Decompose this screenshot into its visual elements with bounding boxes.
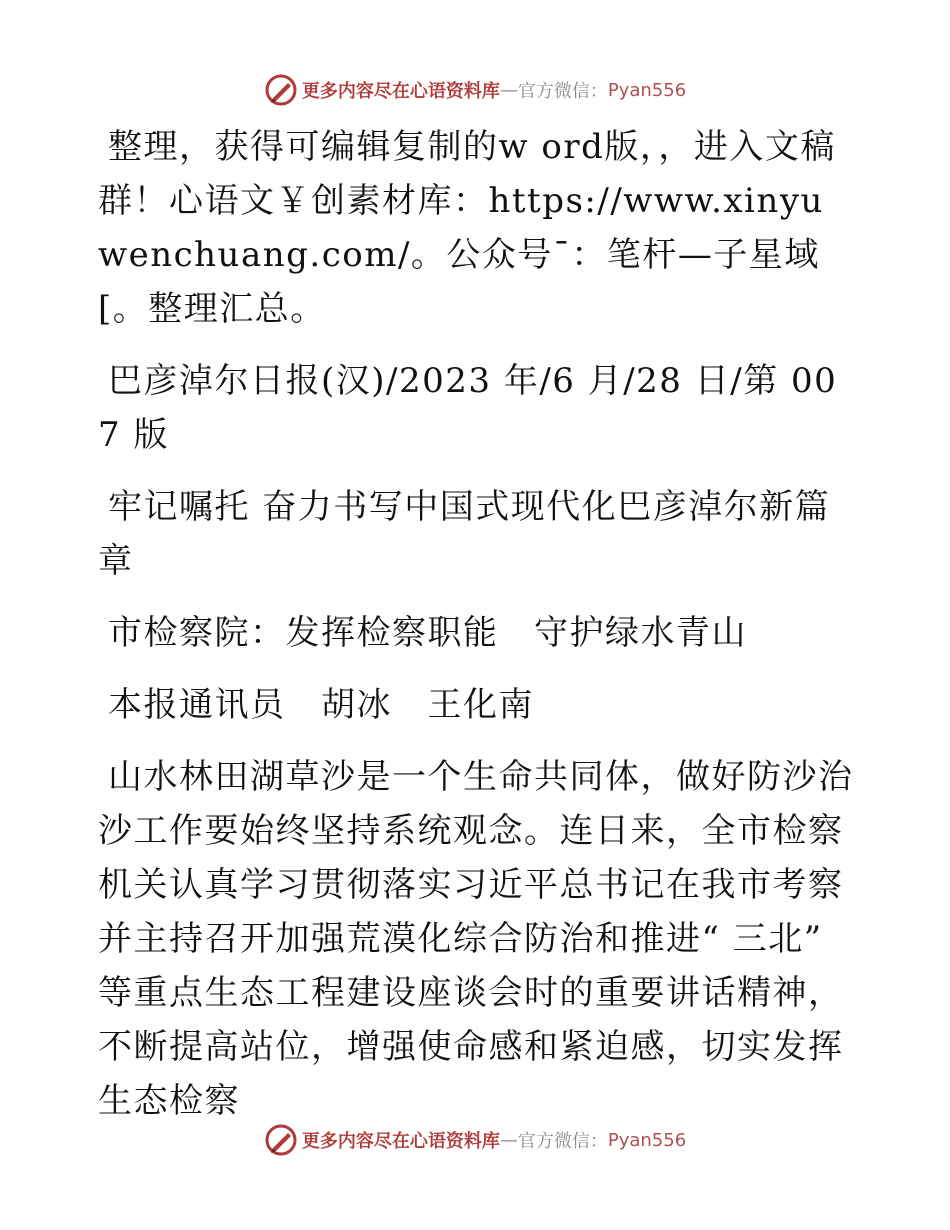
- pen-logo-icon: [264, 73, 298, 107]
- header-banner: [0, 72, 950, 108]
- pen-logo-icon: [264, 1123, 298, 1157]
- source-line: 巴彦淖尔日报(汉)/2023 年/6 月/28 日/第 007 版: [98, 361, 838, 455]
- banner-wechat-label: 官方微信：: [517, 1131, 608, 1152]
- banner-wechat-label: 官方微信：: [517, 81, 608, 102]
- banner-dash: —: [499, 1129, 518, 1151]
- banner-wechat-id: Pyan556: [607, 1129, 687, 1151]
- byline: 本报通讯员 胡冰 王化南: [108, 685, 534, 725]
- intro-paragraph: 整理，获得可编辑复制的w ord版，，进入文稿群！心语文￥创素材库：https://www.xinyuwenchuang.com/。公众号¯：笔杆—子星域[。整理汇总。: [98, 127, 836, 329]
- article-headline: 市检察院：发挥检察职能 守护绿水青山: [108, 613, 747, 653]
- footer-banner: [0, 1122, 950, 1158]
- body-paragraph: 山水林田湖草沙是一个生命共同体，做好防沙治沙工作要始终坚持系统观念。连日来，全市检察机关认真学习贯彻落实习近平总书记在我市考察并主持召开加强荒漠化综合防治和推进“ 三北” 等重点生态工程建设座谈会时的重要讲话精神，不断提高站位，增强使命感和紧迫感，切实发挥生态检察: [98, 757, 854, 1121]
- document-body: [98, 120, 854, 1146]
- banner-main-text: 更多内容尽在心语资料库: [301, 1131, 500, 1152]
- banner-dash: —: [499, 79, 518, 101]
- column-title: 牢记嘱托 奋力书写中国式现代化巴彦淖尔新篇章: [98, 487, 831, 581]
- banner-main-text: 更多内容尽在心语资料库: [301, 81, 500, 102]
- banner-wechat-id: Pyan556: [607, 79, 687, 101]
